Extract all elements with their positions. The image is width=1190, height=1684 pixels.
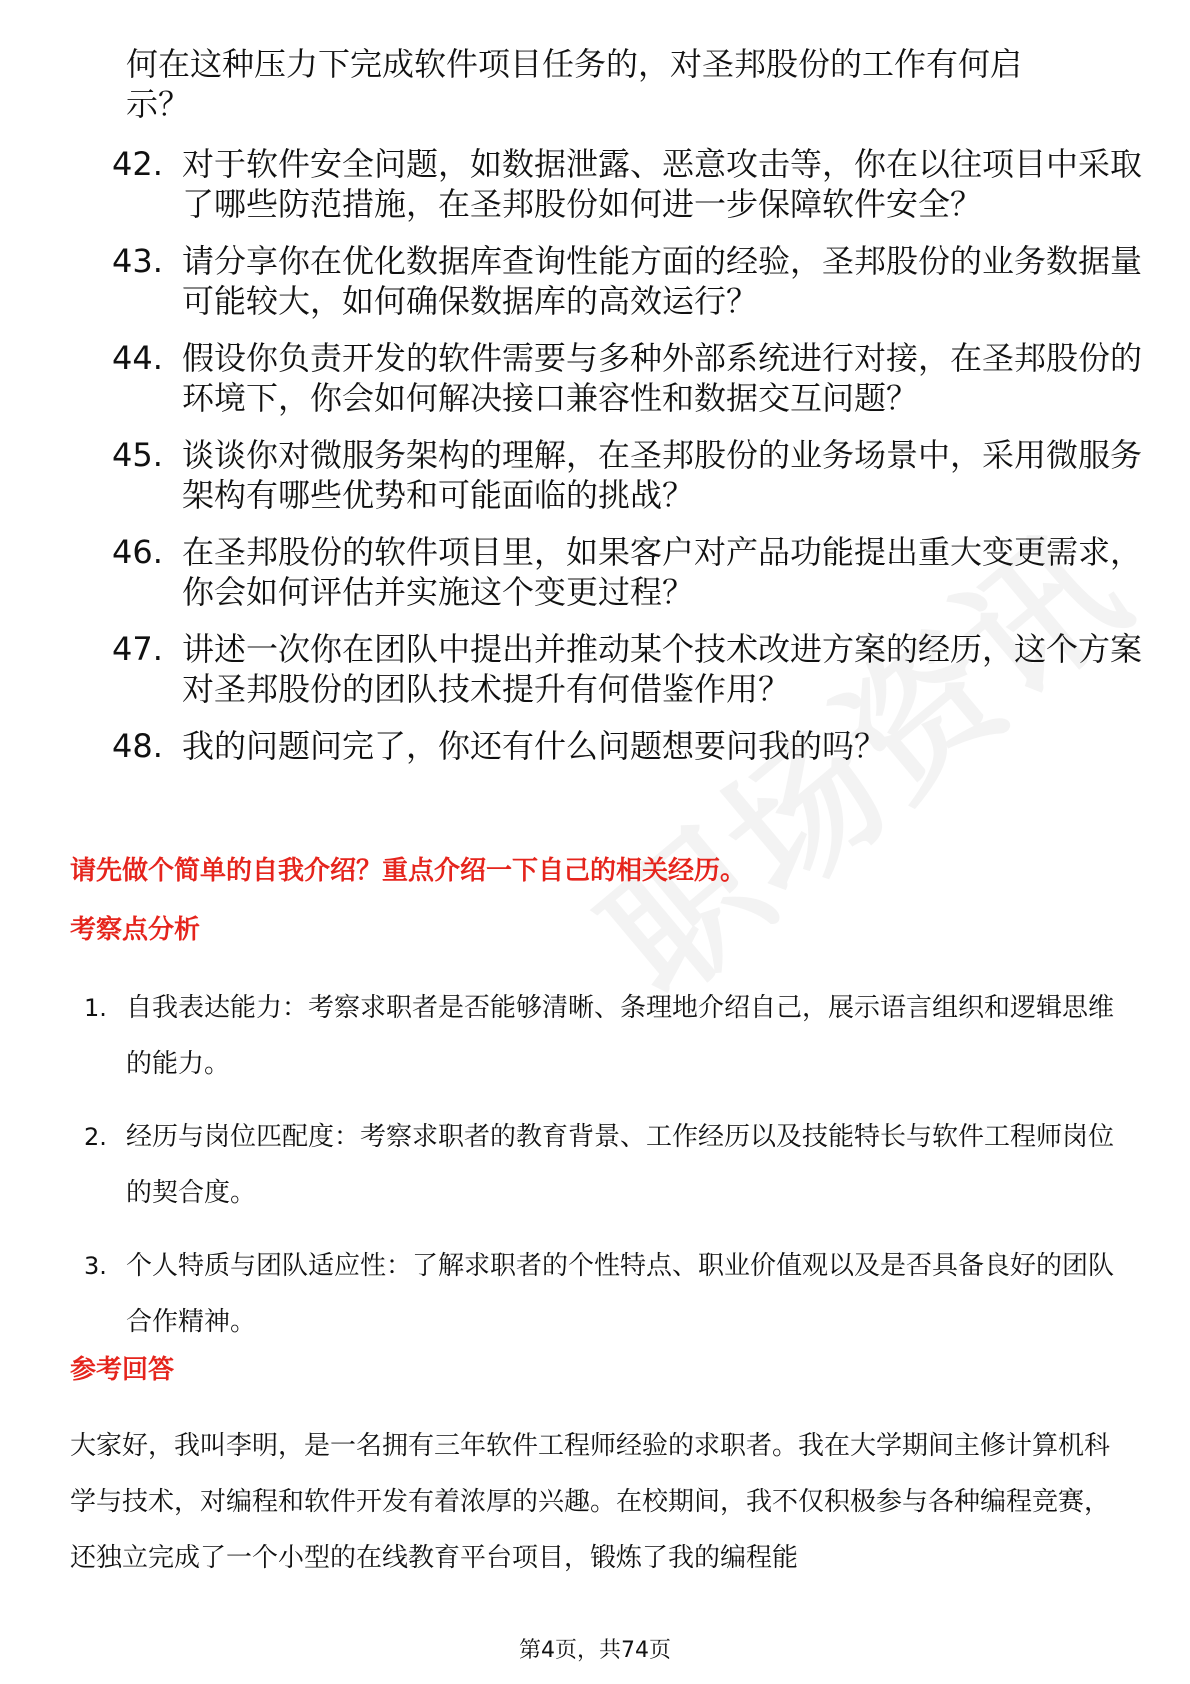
answer-paragraph: 大家好，我叫李明，是一名拥有三年软件工程师经验的求职者。我在大学期间主修计算机科学与技术，对编程和软件开发有着浓厚的兴趣。在校期间，我不仅积极参与各种编程竞赛，还独立完成了一个小型的在线教育平台项目，锻炼了我的编程能 <box>70 1431 1111 1573</box>
analysis-point-1 <box>84 980 1124 1092</box>
question-text: 讲述一次你在团队中提出并推动某个技术改进方案的经历，这个方案对圣邦股份的团队技术提升有何借鉴作用？ <box>182 630 1143 708</box>
question-number: 45. <box>112 436 163 474</box>
analysis-point-3 <box>84 1238 1124 1350</box>
question-item-43 <box>112 241 1172 323</box>
question-text: 假设你负责开发的软件需要与多种外部系统进行对接，在圣邦股份的环境下，你会如何解决接口兼容性和数据交互问题？ <box>182 339 1143 417</box>
question-text: 谈谈你对微服务架构的理解，在圣邦股份的业务场景中，采用微服务架构有哪些优势和可能面临的挑战？ <box>182 436 1143 514</box>
question-item-44 <box>112 338 1172 420</box>
point-number: 1. <box>84 994 107 1022</box>
question-list <box>56 144 1143 793</box>
question-heading: 请先做个简单的自我介绍？重点介绍一下自己的相关经历。 <box>70 856 747 886</box>
question-item-45 <box>112 435 1172 517</box>
point-number: 3. <box>84 1252 107 1280</box>
question-item-46 <box>112 532 1172 614</box>
question-text: 请分享你在优化数据库查询性能方面的经验，圣邦股份的业务数据量可能较大，如何确保数据库的高效运行？ <box>182 242 1143 320</box>
question-number: 46. <box>112 533 163 571</box>
answer-heading: 参考回答 <box>70 1355 175 1385</box>
question-text: 我的问题问完了，你还有什么问题想要问我的吗？ <box>182 727 887 765</box>
analysis-point-2 <box>84 1109 1124 1221</box>
question-text: 对于软件安全问题，如数据泄露、恶意攻击等，你在以往项目中采取了哪些防范措施，在圣邦股份如何进一步保障软件安全？ <box>182 145 1143 223</box>
analysis-heading: 考察点分析 <box>70 915 201 945</box>
question-item-48 <box>112 726 1172 768</box>
question-number: 47. <box>112 630 163 668</box>
point-text: 自我表达能力：考察求职者是否能够清晰、条理地介绍自己，展示语言组织和逻辑思维的能力。 <box>126 993 1115 1079</box>
question-number: 48. <box>112 727 163 765</box>
question-text: 在圣邦股份的软件项目里，如果客户对产品功能提出重大变更需求，你会如何评估并实施这个变更过程？ <box>182 533 1143 611</box>
continuation-line-2: 示？ <box>126 85 191 123</box>
point-text: 个人特质与团队适应性：了解求职者的个性特点、职业价值观以及是否具备良好的团队合作精神。 <box>126 1251 1115 1337</box>
question-item-47 <box>112 629 1172 711</box>
analysis-points <box>84 980 1124 1367</box>
question-item-42 <box>112 144 1172 226</box>
page-footer: 第4页，共74页 <box>519 1638 671 1663</box>
question-number: 44. <box>112 339 163 377</box>
question-number: 42. <box>112 145 163 183</box>
question-number: 43. <box>112 242 163 280</box>
continuation-line-1: 何在这种压力下完成软件项目任务的，对圣邦股份的工作有何启 <box>126 45 1023 83</box>
previous-question-continuation <box>126 44 1126 124</box>
point-number: 2. <box>84 1123 107 1151</box>
point-text: 经历与岗位匹配度：考察求职者的教育背景、工作经历以及技能特长与软件工程师岗位的契合度。 <box>126 1122 1115 1208</box>
